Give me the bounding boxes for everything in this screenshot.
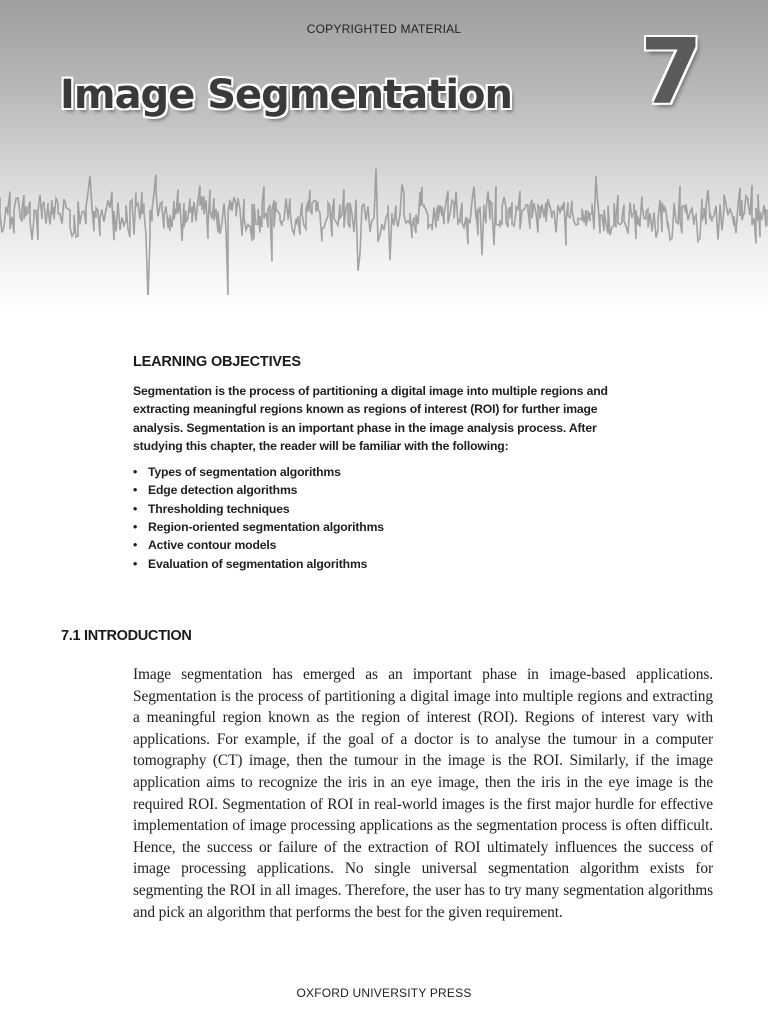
publisher-footer: OXFORD UNIVERSITY PRESS: [296, 986, 472, 1000]
bullet-icon: •: [133, 483, 138, 498]
learning-objectives-heading: LEARNING OBJECTIVES: [133, 354, 301, 370]
section-heading: 7.1 INTRODUCTION: [61, 628, 192, 644]
bullet-icon: •: [133, 538, 138, 553]
chapter-title: Image Segmentation: [60, 72, 512, 118]
bullet-icon: •: [133, 465, 138, 480]
list-item: [133, 555, 633, 573]
learning-objectives-list: [133, 463, 633, 573]
chapter-number: 7: [640, 20, 703, 125]
list-item-text: Evaluation of segmentation algorithms: [148, 556, 368, 571]
waveform-decoration: [0, 120, 768, 295]
list-item-text: Region-oriented segmentation algorithms: [148, 520, 384, 535]
list-item: [133, 500, 633, 518]
copyright-notice: COPYRIGHTED MATERIAL: [306, 22, 462, 36]
list-item-text: Active contour models: [148, 538, 277, 553]
list-item: [133, 518, 633, 536]
list-item-text: Types of segmentation algorithms: [148, 465, 341, 480]
learning-objectives-intro: Segmentation is the process of partitioning a digital image into multiple regions and extracting meaningful regions known as regions of interest (ROI) for further image analysis. Segmentation is an important phase in the image analysis process. After studying this chapter, the reader will be familiar with the following:: [133, 384, 608, 453]
section-body-text: Image segmentation has emerged as an important phase in image-based applications. Segmentation is the process of partitioning a digital image into multiple regions and extracting a meaningful region known as the region of interest (ROI). Regions of interest vary with applications. For example, if the goal of a doctor is to analyse the tumour in a computer tomography (CT) image, then the tumour in the image is the ROI. Similarly, if the image application aims to recognize the iris in an eye image, then the iris in the eye image is the required ROI. Segmentation of ROI in real-world images is the first major hurdle for effective implementation of image processing applications as the segmentation process is often difficult. Hence, the success or failure of the extraction of ROI ultimately influences the success of image processing applications. No single universal segmentation algorithm exists for segmenting the ROI in all images. Therefore, the user has to try many segmentation algorithms and pick an algorithm that performs the best for the given requirement.: [133, 666, 713, 921]
list-item: [133, 481, 633, 499]
learning-objectives-box: [133, 354, 633, 573]
bullet-icon: •: [133, 556, 138, 571]
waveform-line: [0, 169, 768, 295]
bullet-icon: •: [133, 520, 138, 535]
list-item-text: Edge detection algorithms: [148, 483, 298, 498]
bullet-icon: •: [133, 501, 138, 516]
list-item-text: Thresholding techniques: [148, 501, 290, 516]
list-item: [133, 536, 633, 554]
list-item: [133, 463, 633, 481]
